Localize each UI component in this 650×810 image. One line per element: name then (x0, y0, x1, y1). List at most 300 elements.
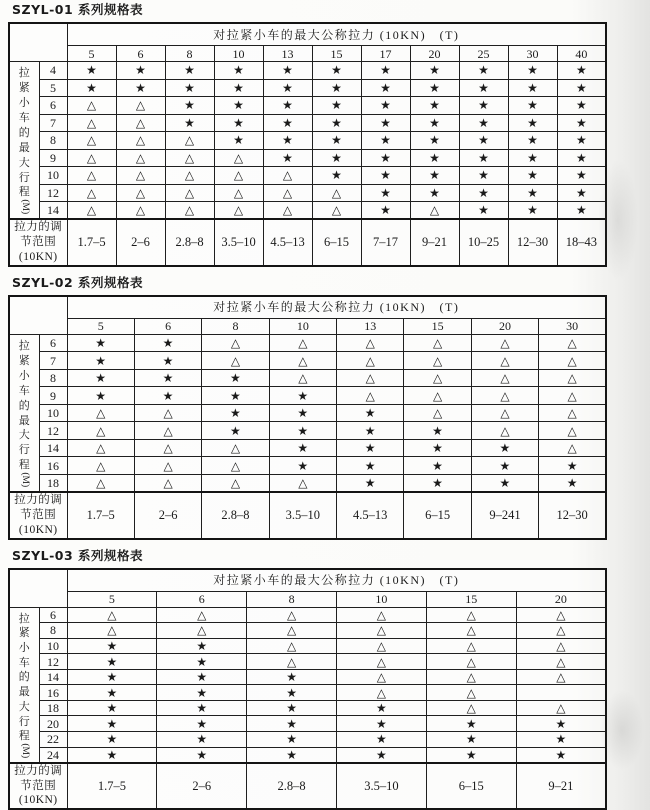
stroke-axis-char: 的 (18, 399, 30, 412)
stroke-value: 9 (39, 149, 67, 167)
capacity-col-header: 8 (247, 591, 337, 607)
spec-row (9, 685, 606, 701)
triangle-symbol-cell: △ (214, 184, 263, 202)
stroke-value: 8 (39, 132, 67, 150)
star-symbol-cell: ★ (214, 97, 263, 115)
star-symbol-cell: ★ (459, 167, 508, 185)
star-symbol-cell: ★ (404, 439, 471, 457)
star-symbol-cell: ★ (508, 79, 557, 97)
range-value: 1.7–5 (67, 763, 157, 810)
star-symbol-cell: ★ (263, 149, 312, 167)
triangle-symbol-cell: △ (337, 369, 404, 387)
range-value: 3.5–10 (269, 492, 336, 539)
triangle-symbol-cell: △ (426, 654, 516, 670)
table-title-szyl-02: SZYL-02 系列规格表 (12, 274, 144, 290)
triangle-symbol-cell: △ (426, 638, 516, 654)
range-label-line2: (10KN) (18, 794, 58, 807)
header-row-capacity (9, 23, 606, 46)
triangle-symbol-cell: △ (67, 114, 116, 132)
stroke-axis-char: 行 (18, 171, 30, 184)
star-symbol-cell: ★ (404, 457, 471, 475)
stroke-axis-unit: (M) (20, 199, 30, 215)
star-symbol-cell: ★ (157, 747, 247, 763)
stroke-axis-char: 程 (18, 459, 30, 472)
star-symbol-cell: ★ (361, 62, 410, 80)
star-symbol-cell: ★ (410, 97, 459, 115)
triangle-symbol-cell: △ (312, 184, 361, 202)
range-value: 6–15 (312, 219, 361, 266)
range-label-line2: (10KN) (18, 523, 58, 536)
star-symbol-cell: ★ (361, 149, 410, 167)
star-symbol-cell: ★ (67, 387, 134, 405)
triangle-symbol-cell: △ (67, 167, 116, 185)
range-label-cell (9, 219, 67, 266)
triangle-symbol-cell: △ (134, 404, 201, 422)
capacity-col-header: 10 (214, 46, 263, 62)
triangle-symbol-cell: △ (67, 202, 116, 220)
range-value: 1.7–5 (67, 492, 134, 539)
star-symbol-cell: ★ (336, 747, 426, 763)
spec-row (9, 607, 606, 623)
star-symbol-cell: ★ (336, 732, 426, 748)
star-symbol-cell: ★ (336, 716, 426, 732)
triangle-symbol-cell: △ (269, 474, 336, 492)
stroke-axis-char: 小 (18, 369, 30, 382)
range-value: 12–30 (508, 219, 557, 266)
stroke-axis-char: 程 (18, 730, 30, 743)
star-symbol-cell: ★ (263, 97, 312, 115)
stroke-value: 14 (39, 439, 67, 457)
triangle-symbol-cell: △ (134, 474, 201, 492)
star-symbol-cell: ★ (312, 132, 361, 150)
capacity-header: 对拉紧小车的最大公称拉力 (10KN) (T) (67, 296, 606, 319)
capacity-col-header: 30 (539, 318, 606, 334)
star-symbol-cell: ★ (269, 404, 336, 422)
spec-row (9, 387, 606, 405)
triangle-symbol-cell: △ (336, 607, 426, 623)
triangle-symbol-cell: △ (165, 202, 214, 220)
star-symbol-cell: ★ (557, 114, 606, 132)
stroke-axis-label (10, 64, 39, 216)
stroke-axis-char: 车 (18, 656, 30, 669)
triangle-symbol-cell: △ (67, 149, 116, 167)
star-symbol-cell: ★ (312, 97, 361, 115)
triangle-symbol-cell: △ (67, 422, 134, 440)
stroke-axis-char: 拉 (18, 67, 30, 80)
triangle-symbol-cell: △ (116, 132, 165, 150)
spec-row (9, 654, 606, 670)
range-label-line2: (10KN) (18, 250, 58, 263)
spec-row (9, 202, 606, 220)
stroke-axis-char: 最 (18, 414, 30, 427)
range-value: 9–241 (471, 492, 538, 539)
star-symbol-cell: ★ (269, 422, 336, 440)
triangle-symbol-cell: △ (516, 623, 606, 639)
stroke-axis-char: 小 (18, 642, 30, 655)
star-symbol-cell: ★ (410, 62, 459, 80)
stroke-axis-cell (9, 607, 39, 762)
capacity-col-header: 10 (269, 318, 336, 334)
range-label-cell (9, 763, 67, 810)
star-symbol-cell: ★ (312, 79, 361, 97)
star-symbol-cell: ★ (410, 132, 459, 150)
range-value: 9–21 (516, 763, 606, 810)
star-symbol-cell: ★ (459, 97, 508, 115)
star-symbol-cell: ★ (410, 167, 459, 185)
triangle-symbol-cell: △ (336, 638, 426, 654)
star-symbol-cell: ★ (165, 114, 214, 132)
triangle-symbol-cell: △ (471, 387, 538, 405)
triangle-symbol-cell: △ (404, 352, 471, 370)
triangle-symbol-cell: △ (426, 669, 516, 685)
triangle-symbol-cell: △ (539, 387, 606, 405)
triangle-symbol-cell: △ (516, 638, 606, 654)
spec-row (9, 79, 606, 97)
star-symbol-cell: ★ (557, 132, 606, 150)
corner-cell (9, 23, 67, 62)
star-symbol-cell: ★ (459, 62, 508, 80)
range-value: 3.5–10 (214, 219, 263, 266)
spec-row (9, 184, 606, 202)
capacity-col-header: 20 (410, 46, 459, 62)
star-symbol-cell: ★ (516, 716, 606, 732)
stroke-value: 6 (39, 334, 67, 352)
star-symbol-cell: ★ (508, 184, 557, 202)
star-symbol-cell: ★ (471, 457, 538, 475)
triangle-symbol-cell: △ (539, 404, 606, 422)
star-symbol-cell: ★ (312, 62, 361, 80)
stroke-axis-char: 最 (18, 686, 30, 699)
stroke-value: 9 (39, 387, 67, 405)
star-symbol-cell: ★ (165, 79, 214, 97)
star-symbol-cell: ★ (247, 716, 337, 732)
stroke-axis-unit: (M) (20, 472, 30, 488)
star-symbol-cell: ★ (508, 62, 557, 80)
triangle-symbol-cell: △ (269, 352, 336, 370)
triangle-symbol-cell: △ (263, 202, 312, 220)
triangle-symbol-cell: △ (336, 685, 426, 701)
star-symbol-cell: ★ (157, 700, 247, 716)
triangle-symbol-cell: △ (426, 685, 516, 701)
star-symbol-cell: ★ (459, 132, 508, 150)
spec-row (9, 439, 606, 457)
triangle-symbol-cell: △ (337, 387, 404, 405)
star-symbol-cell: ★ (67, 654, 157, 670)
spec-row (9, 352, 606, 370)
triangle-symbol-cell: △ (67, 132, 116, 150)
star-symbol-cell: ★ (134, 387, 201, 405)
star-symbol-cell: ★ (557, 149, 606, 167)
stroke-value: 4 (39, 62, 67, 80)
range-value: 2.8–8 (202, 492, 269, 539)
star-symbol-cell: ★ (557, 202, 606, 220)
triangle-symbol-cell: △ (157, 623, 247, 639)
spec-row (9, 132, 606, 150)
star-symbol-cell: ★ (516, 747, 606, 763)
spec-row (9, 623, 606, 639)
star-symbol-cell: ★ (67, 352, 134, 370)
stroke-axis-char: 紧 (18, 627, 30, 640)
range-value: 1.7–5 (67, 219, 116, 266)
star-symbol-cell: ★ (361, 184, 410, 202)
star-symbol-cell: ★ (214, 62, 263, 80)
spec-row (9, 474, 606, 492)
range-row (9, 219, 606, 266)
star-symbol-cell: ★ (263, 79, 312, 97)
triangle-symbol-cell: △ (116, 114, 165, 132)
stroke-axis-char: 拉 (18, 612, 30, 625)
spec-row (9, 422, 606, 440)
stroke-value: 14 (39, 669, 67, 685)
star-symbol-cell: ★ (214, 79, 263, 97)
stroke-value: 5 (39, 79, 67, 97)
stroke-axis-char: 的 (18, 671, 30, 684)
star-symbol-cell: ★ (508, 149, 557, 167)
triangle-symbol-cell: △ (116, 202, 165, 220)
triangle-symbol-cell: △ (202, 457, 269, 475)
triangle-symbol-cell: △ (67, 457, 134, 475)
star-symbol-cell: ★ (157, 685, 247, 701)
stroke-value: 16 (39, 685, 67, 701)
spec-row (9, 747, 606, 763)
star-symbol-cell: ★ (459, 114, 508, 132)
star-symbol-cell: ★ (67, 685, 157, 701)
spec-row (9, 732, 606, 748)
capacity-col-header: 20 (471, 318, 538, 334)
triangle-symbol-cell: △ (247, 607, 337, 623)
szyl-01-spec-table (8, 22, 607, 267)
star-symbol-cell: ★ (471, 439, 538, 457)
star-symbol-cell: ★ (157, 732, 247, 748)
star-symbol-cell: ★ (67, 732, 157, 748)
triangle-symbol-cell: △ (165, 167, 214, 185)
range-value: 2–6 (134, 492, 201, 539)
range-value: 4.5–13 (337, 492, 404, 539)
star-symbol-cell: ★ (269, 387, 336, 405)
range-label-line1: 拉力的调节范围 (14, 764, 63, 792)
star-symbol-cell: ★ (404, 422, 471, 440)
star-symbol-cell: ★ (410, 149, 459, 167)
star-symbol-cell: ★ (247, 747, 337, 763)
star-symbol-cell: ★ (312, 114, 361, 132)
star-symbol-cell: ★ (202, 387, 269, 405)
triangle-symbol-cell: △ (214, 167, 263, 185)
star-symbol-cell: ★ (214, 114, 263, 132)
star-symbol-cell: ★ (459, 202, 508, 220)
star-symbol-cell: ★ (214, 132, 263, 150)
range-value: 7–17 (361, 219, 410, 266)
capacity-col-header: 13 (337, 318, 404, 334)
range-row (9, 763, 606, 810)
capacity-col-header: 20 (516, 591, 606, 607)
stroke-axis-char: 大 (18, 156, 30, 169)
star-symbol-cell: ★ (557, 79, 606, 97)
stroke-axis-cell (9, 334, 39, 492)
triangle-symbol-cell: △ (404, 334, 471, 352)
triangle-symbol-cell: △ (67, 607, 157, 623)
star-symbol-cell: ★ (337, 439, 404, 457)
triangle-symbol-cell: △ (426, 700, 516, 716)
stroke-value: 10 (39, 404, 67, 422)
star-symbol-cell: ★ (157, 669, 247, 685)
spec-row (9, 167, 606, 185)
star-symbol-cell: ★ (67, 716, 157, 732)
star-symbol-cell: ★ (471, 474, 538, 492)
star-symbol-cell: ★ (361, 132, 410, 150)
stroke-axis-cell (9, 62, 39, 220)
spec-row (9, 97, 606, 115)
spec-row (9, 334, 606, 352)
range-value: 3.5–10 (336, 763, 426, 810)
stroke-value: 8 (39, 369, 67, 387)
stroke-axis-label (10, 610, 39, 760)
range-value: 2.8–8 (165, 219, 214, 266)
szyl-03-section (8, 549, 650, 810)
star-symbol-cell: ★ (557, 167, 606, 185)
star-symbol-cell: ★ (557, 97, 606, 115)
szyl-03-spec-table (8, 568, 607, 810)
star-symbol-cell: ★ (508, 97, 557, 115)
star-symbol-cell: ★ (263, 132, 312, 150)
star-symbol-cell: ★ (459, 184, 508, 202)
triangle-symbol-cell: △ (157, 607, 247, 623)
triangle-symbol-cell: △ (337, 352, 404, 370)
star-symbol-cell: ★ (508, 132, 557, 150)
capacity-col-header: 6 (157, 591, 247, 607)
header-row-values (9, 46, 606, 62)
corner-cell (9, 569, 67, 608)
spec-row (9, 369, 606, 387)
spec-row (9, 149, 606, 167)
triangle-symbol-cell: △ (67, 97, 116, 115)
stroke-axis-char: 大 (18, 700, 30, 713)
star-symbol-cell: ★ (404, 474, 471, 492)
triangle-symbol-cell: △ (247, 638, 337, 654)
stroke-value: 16 (39, 457, 67, 475)
range-value: 2–6 (157, 763, 247, 810)
triangle-symbol-cell: △ (165, 149, 214, 167)
capacity-header: 对拉紧小车的最大公称拉力 (10KN) (T) (67, 23, 606, 46)
capacity-col-header: 15 (312, 46, 361, 62)
capacity-col-header: 15 (426, 591, 516, 607)
star-symbol-cell: ★ (557, 62, 606, 80)
star-symbol-cell: ★ (269, 439, 336, 457)
capacity-col-header: 6 (134, 318, 201, 334)
triangle-symbol-cell: △ (410, 202, 459, 220)
range-value: 18–43 (557, 219, 606, 266)
star-symbol-cell: ★ (410, 114, 459, 132)
triangle-symbol-cell: △ (471, 369, 538, 387)
stroke-value: 7 (39, 352, 67, 370)
capacity-col-header: 6 (116, 46, 165, 62)
star-symbol-cell: ★ (157, 654, 247, 670)
range-value: 6–15 (426, 763, 516, 810)
triangle-symbol-cell: △ (539, 369, 606, 387)
triangle-symbol-cell: △ (269, 369, 336, 387)
header-row-values (9, 318, 606, 334)
triangle-symbol-cell: △ (471, 352, 538, 370)
star-symbol-cell: ★ (459, 149, 508, 167)
stroke-value: 24 (39, 747, 67, 763)
star-symbol-cell: ★ (410, 79, 459, 97)
star-symbol-cell: ★ (557, 184, 606, 202)
triangle-symbol-cell: △ (312, 202, 361, 220)
capacity-col-header: 8 (202, 318, 269, 334)
star-symbol-cell: ★ (426, 747, 516, 763)
star-symbol-cell: ★ (426, 732, 516, 748)
range-value: 2–6 (116, 219, 165, 266)
spec-row (9, 716, 606, 732)
stroke-axis-char: 程 (18, 186, 30, 199)
triangle-symbol-cell: △ (247, 623, 337, 639)
star-symbol-cell: ★ (508, 202, 557, 220)
triangle-symbol-cell: △ (269, 334, 336, 352)
star-symbol-cell: ★ (67, 369, 134, 387)
triangle-symbol-cell: △ (471, 334, 538, 352)
star-symbol-cell: ★ (157, 716, 247, 732)
triangle-symbol-cell: △ (214, 149, 263, 167)
star-symbol-cell: ★ (312, 167, 361, 185)
star-symbol-cell: ★ (247, 732, 337, 748)
stroke-axis-char: 车 (18, 111, 30, 124)
star-symbol-cell: ★ (269, 457, 336, 475)
stroke-axis-char: 行 (18, 715, 30, 728)
star-symbol-cell: ★ (361, 114, 410, 132)
triangle-symbol-cell: △ (516, 700, 606, 716)
triangle-symbol-cell: △ (263, 184, 312, 202)
stroke-value: 14 (39, 202, 67, 220)
star-symbol-cell: ★ (67, 62, 116, 80)
triangle-symbol-cell: △ (134, 439, 201, 457)
star-symbol-cell: ★ (337, 422, 404, 440)
star-symbol-cell: ★ (157, 638, 247, 654)
spec-row (9, 638, 606, 654)
corner-cell (9, 296, 67, 335)
capacity-col-header: 5 (67, 591, 157, 607)
range-value: 9–21 (410, 219, 459, 266)
capacity-col-header: 10 (336, 591, 426, 607)
spec-row (9, 62, 606, 80)
triangle-symbol-cell: △ (426, 607, 516, 623)
triangle-symbol-cell: △ (67, 623, 157, 639)
star-symbol-cell: ★ (426, 716, 516, 732)
star-symbol-cell: ★ (459, 79, 508, 97)
triangle-symbol-cell: △ (337, 334, 404, 352)
triangle-symbol-cell: △ (404, 404, 471, 422)
szyl-02-section (8, 276, 650, 540)
star-symbol-cell: ★ (361, 79, 410, 97)
triangle-symbol-cell: △ (116, 167, 165, 185)
range-label-line1: 拉力的调节范围 (14, 493, 63, 521)
star-symbol-cell: ★ (508, 167, 557, 185)
triangle-symbol-cell: △ (516, 669, 606, 685)
triangle-symbol-cell: △ (247, 654, 337, 670)
star-symbol-cell: ★ (67, 747, 157, 763)
range-value: 2.8–8 (247, 763, 337, 810)
star-symbol-cell: ★ (263, 62, 312, 80)
star-symbol-cell: ★ (67, 700, 157, 716)
triangle-symbol-cell: △ (471, 404, 538, 422)
star-symbol-cell: ★ (410, 184, 459, 202)
star-symbol-cell: ★ (134, 369, 201, 387)
stroke-value: 12 (39, 184, 67, 202)
szyl-01-section (8, 3, 650, 267)
star-symbol-cell: ★ (134, 334, 201, 352)
star-symbol-cell: ★ (202, 369, 269, 387)
range-value: 4.5–13 (263, 219, 312, 266)
capacity-header: 对拉紧小车的最大公称拉力 (10KN) (T) (67, 569, 606, 592)
triangle-symbol-cell: △ (116, 184, 165, 202)
